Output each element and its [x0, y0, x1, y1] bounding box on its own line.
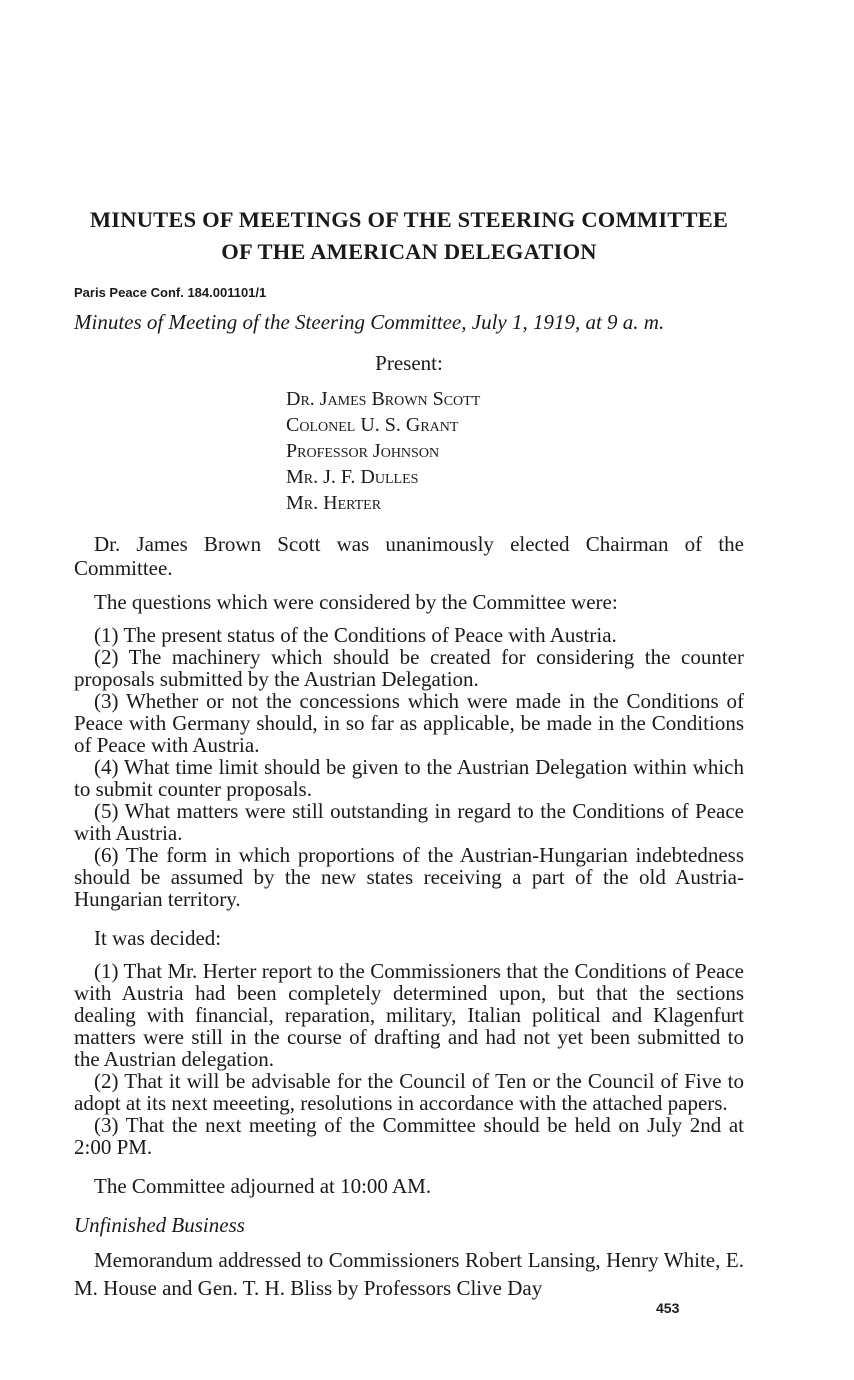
question-item: (6) The form in which proportions of the Austrian-Hungarian indebtedness should be assumed by the new states receiving a part of the old Austria-Hungarian territory. — [74, 843, 744, 911]
election-paragraph: Dr. James Brown Scott was unanimously elected Chairman of the Committee. — [74, 532, 744, 580]
attendee: Dr. James Brown Scott — [286, 388, 481, 410]
attendee: Mr. J. F. Dulles — [286, 466, 419, 488]
attendee: Mr. Herter — [286, 492, 382, 514]
question-item: (1) The present status of the Conditions of Peace with Austria. — [94, 623, 617, 647]
attendee-list — [286, 386, 744, 516]
adjourned-paragraph: The Committee adjourned at 10:00 AM. — [94, 1174, 432, 1198]
question-item: (2) The machinery which should be created for considering the counter proposals submitted by the Austrian Delegation. — [74, 645, 744, 691]
meeting-subtitle: Minutes of Meeting of the Steering Committee, July 1, 1919, at 9 a. m. — [74, 310, 665, 334]
question-item: (3) Whether or not the concessions which were made in the Conditions of Peace with Germany should, in so far as applicable, be made in the Conditions of Peace with Austria. — [74, 689, 744, 757]
present-heading: Present: — [375, 351, 443, 375]
decisions-list — [74, 960, 744, 1158]
question-item: (4) What time limit should be given to the Austrian Delegation within which to submit counter proposals. — [74, 755, 744, 801]
decision-item: (2) That it will be advisable for the Council of Ten or the Council of Five to adopt at its next meeeting, resolutions in accordance with the attached papers. — [74, 1069, 744, 1115]
decision-item: (1) That Mr. Herter report to the Commissioners that the Conditions of Peace with Austria had been completely determined upon, but that the sections dealing with financial, reparation, military, Italian political and Klagenfurt matters were still in the course of drafting and had not yet been submitted to the Austrian delegation. — [74, 959, 744, 1071]
decided-intro: It was decided: — [94, 926, 222, 950]
question-item: (5) What matters were still outstanding in regard to the Conditions of Peace with Austria. — [74, 799, 744, 845]
questions-list — [74, 624, 744, 910]
decision-item: (3) That the next meeting of the Committee should be held on July 2nd at 2:00 PM. — [74, 1113, 744, 1159]
unfinished-business-heading: Unfinished Business — [74, 1213, 245, 1237]
questions-intro: The questions which were considered by the Committee were: — [94, 590, 618, 614]
attendee: Colonel U. S. Grant — [286, 414, 459, 436]
title-line-1: MINUTES OF MEETINGS OF THE STEERING COMMITTEE — [89, 207, 729, 232]
title-line-2: OF THE AMERICAN DELEGATION — [221, 239, 597, 264]
file-reference: Paris Peace Conf. 184.001101/1 — [74, 285, 267, 300]
page-number: 453 — [656, 1300, 680, 1316]
document-page — [74, 204, 744, 1302]
memorandum-paragraph: Memorandum addressed to Commissioners Robert Lansing, Henry White, E. M. House and Gen. T. H. Bliss by Professors Clive Day — [74, 1248, 744, 1300]
attendee: Professor Johnson — [286, 440, 440, 462]
document-title — [74, 204, 744, 268]
